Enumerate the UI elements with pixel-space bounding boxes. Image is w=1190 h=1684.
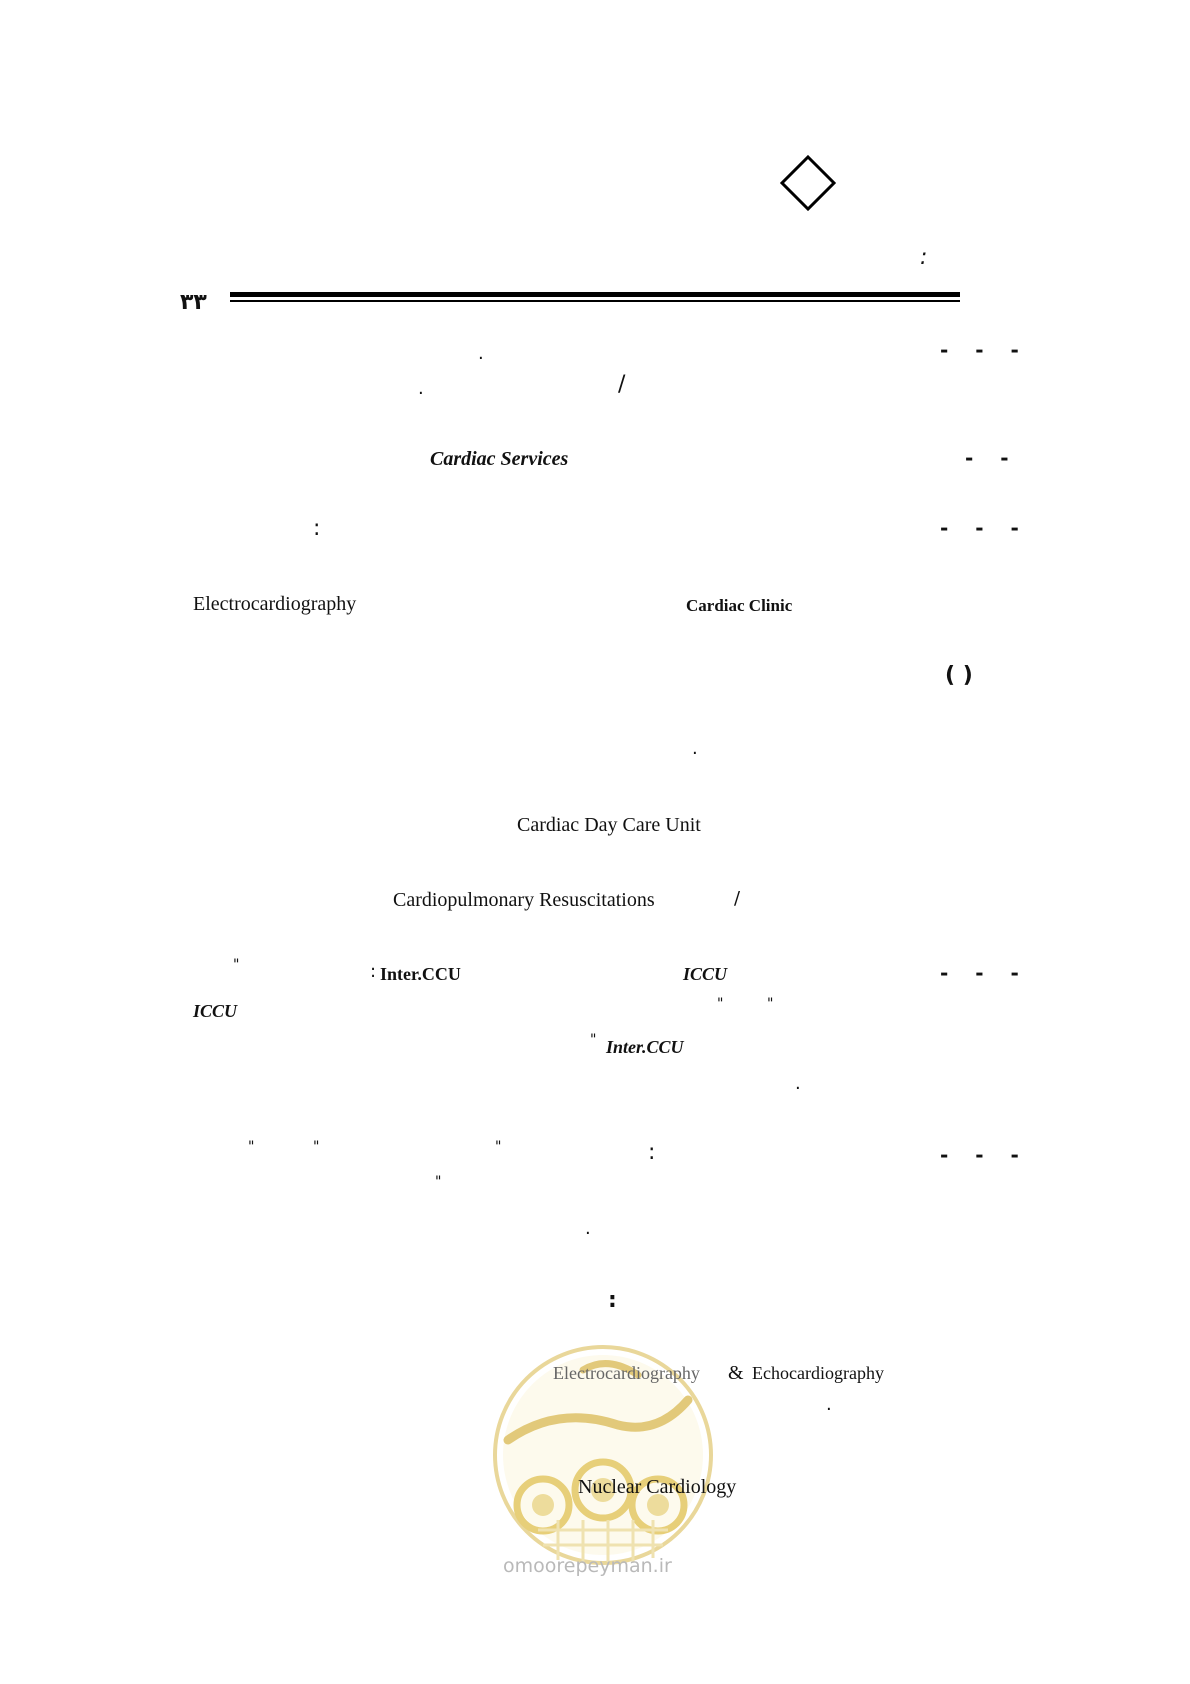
quote-1: ": [233, 957, 240, 973]
quote-6: ": [313, 1139, 320, 1155]
quote-8: ": [435, 1174, 442, 1190]
electrocardiography-term-2: Electrocardiography: [553, 1363, 700, 1383]
quote-4: ": [590, 1032, 597, 1048]
cardiac-clinic-term: Cardiac Clinic: [686, 596, 793, 615]
quote-7: ": [495, 1139, 502, 1155]
inter-ccu-term-1: Inter.CCU: [380, 964, 461, 984]
colon-3: :: [648, 1140, 656, 1165]
dot-6: .: [826, 1394, 832, 1415]
dot-3: .: [692, 738, 698, 759]
dot-4: .: [795, 1073, 801, 1094]
parentheses-marker: ( ): [945, 663, 973, 688]
inter-ccu-term-2: Inter.CCU: [606, 1037, 684, 1057]
section-marker-1: - - -: [940, 338, 1029, 362]
colon-1: :: [313, 516, 321, 541]
section-marker-3: - - -: [940, 516, 1029, 540]
quote-3: ": [767, 996, 774, 1012]
slash-2: /: [734, 888, 741, 909]
header-rule-thick: [230, 292, 960, 297]
header-rule-thin: [230, 300, 960, 302]
dot-1: .: [478, 343, 484, 364]
header-colon: :: [920, 245, 928, 270]
colon-2: :: [370, 961, 377, 982]
dot-5: .: [585, 1218, 591, 1239]
cardiac-services-term: Cardiac Services: [430, 448, 569, 470]
colon-heading: :: [608, 1288, 617, 1313]
day-care-unit-term: Cardiac Day Care Unit: [517, 814, 701, 836]
electrocardiography-term: Electrocardiography: [193, 593, 357, 615]
watermark-caption: omoorepeyman.ir: [503, 1555, 672, 1577]
section-marker-4: - - -: [940, 961, 1029, 985]
ampersand: &: [728, 1362, 744, 1384]
echocardiography-term: Echocardiography: [752, 1363, 884, 1383]
slash-1: /: [618, 372, 626, 397]
diamond-icon: [780, 155, 836, 211]
cpr-term: Cardiopulmonary Resuscitations: [393, 889, 655, 911]
quote-5: ": [248, 1139, 255, 1155]
section-marker-5: - - -: [940, 1143, 1029, 1167]
page-number: ۳۳: [180, 290, 207, 315]
nuclear-cardiology-term: Nuclear Cardiology: [578, 1476, 737, 1498]
section-marker-2: - -: [965, 446, 1019, 470]
dot-2: .: [418, 378, 424, 399]
iccu-term-2: ICCU: [193, 1001, 238, 1021]
iccu-term-1: ICCU: [683, 964, 728, 984]
quote-2: ": [717, 996, 724, 1012]
